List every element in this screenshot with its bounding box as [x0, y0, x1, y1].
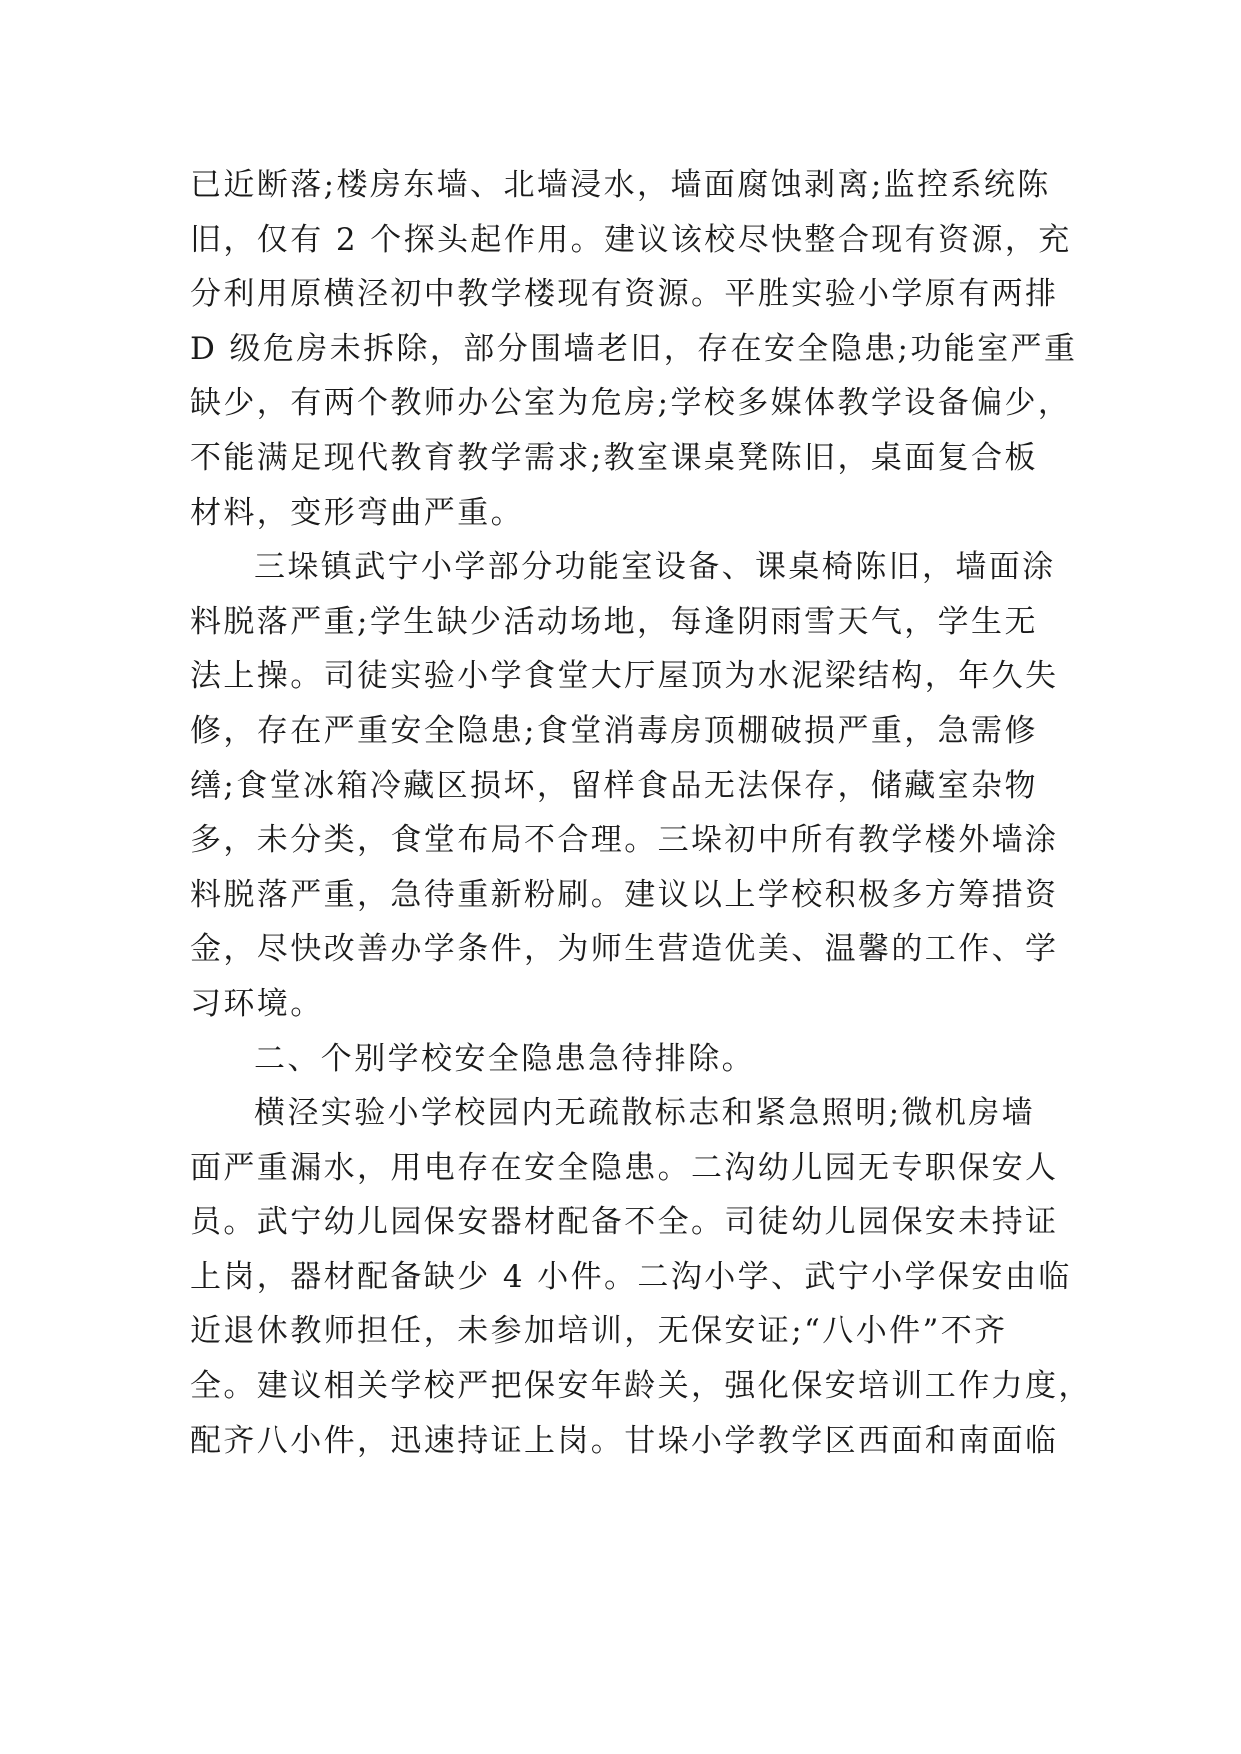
text-line: 习环境。 [190, 985, 324, 1022]
text-line: 不能满足现代教育教学需求;教室课桌凳陈旧，桌面复合板 [190, 439, 1038, 476]
text-line: 三垛镇武宁小学部分功能室设备、课桌椅陈旧，墙面涂 [254, 549, 1056, 586]
paragraph-security-staffing [190, 1086, 1092, 1468]
text-line: 旧，仅有 2 个探头起作用。建议该校尽快整合现有资源，充 [190, 221, 1072, 258]
document-body [190, 158, 1092, 1468]
text-line: 上岗，器材配备缺少 4 小件。二沟小学、武宁小学保安由临 [190, 1258, 1072, 1295]
paragraph-sanduo-schools [190, 540, 1070, 1031]
text-line: 分利用原横泾初中教学楼现有资源。平胜实验小学原有两排 [190, 276, 1059, 313]
paragraph-school-facilities-1 [190, 158, 1078, 540]
text-line: 近退休教师担任，未参加培训，无保安证;“八小件”不齐 [190, 1313, 1008, 1350]
section-heading-safety-hazards [190, 1032, 1070, 1087]
text-line: 金，尽快改善办学条件，为师生营造优美、温馨的工作、学 [190, 931, 1059, 968]
text-line: 法上操。司徒实验小学食堂大厅屋顶为水泥梁结构，年久失 [190, 658, 1059, 695]
text-line: 配齐八小件，迅速持证上岗。甘垛小学教学区西面和南面临 [190, 1422, 1059, 1459]
text-line: 料脱落严重，急待重新粉刷。建议以上学校积极多方筹措资 [190, 876, 1059, 913]
text-line: 多，未分类，食堂布局不合理。三垛初中所有教学楼外墙涂 [190, 822, 1059, 859]
text-line: 面严重漏水，用电存在安全隐患。二沟幼儿园无专职保安人 [190, 1149, 1059, 1186]
text-line: 材料，变形弯曲严重。 [190, 494, 524, 531]
text-line: 缮;食堂冰箱冷藏区损坏，留样食品无法保存，储藏室杂物 [190, 767, 1038, 804]
text-line: 料脱落严重;学生缺少活动场地，每逢阴雨雪天气，学生无 [190, 603, 1038, 640]
text-line: 修，存在严重安全隐患;食堂消毒房顶棚破损严重，急需修 [190, 712, 1038, 749]
text-line: 员。武宁幼儿园保安器材配备不全。司徒幼儿园保安未持证 [190, 1204, 1059, 1241]
text-line: 横泾实验小学校园内无疏散标志和紧急照明;微机房墙 [254, 1095, 1036, 1132]
text-line: 全。建议相关学校严把保安年龄关，强化保安培训工作力度， [190, 1368, 1092, 1405]
text-line: 缺少，有两个教师办公室为危房;学校多媒体教学设备偏少， [190, 385, 1072, 422]
text-line: 二、个别学校安全隐患急待排除。 [254, 1040, 755, 1077]
text-line: 已近断落;楼房东墙、北墙浸水，墙面腐蚀剥离;监控系统陈 [190, 167, 1051, 203]
text-line: D 级危房未拆除，部分围墙老旧，存在安全隐患;功能室严重 [190, 330, 1078, 367]
